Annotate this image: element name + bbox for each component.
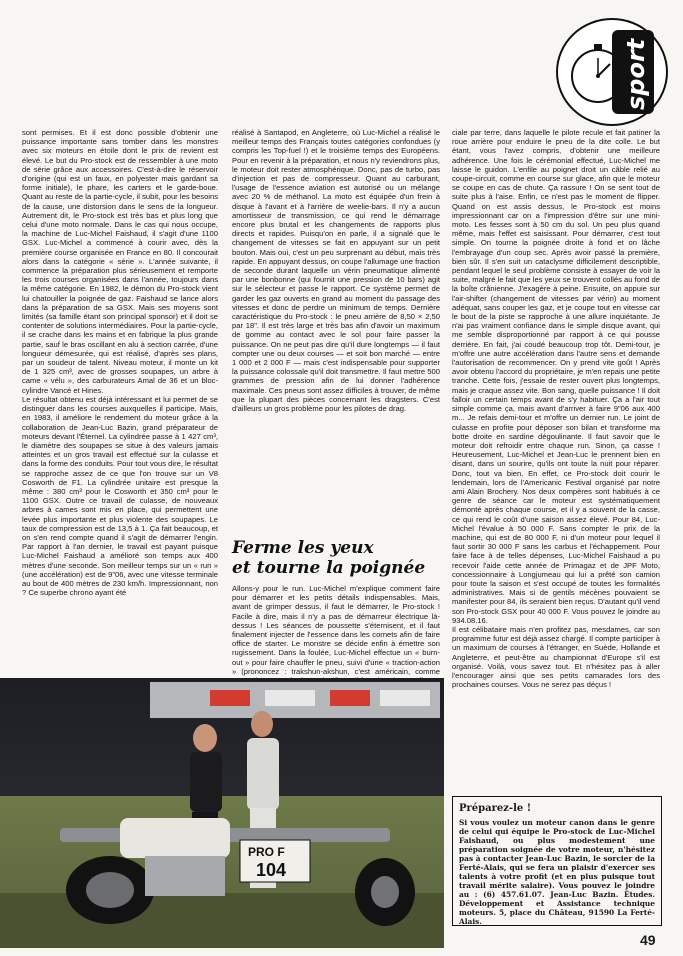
paragraph: Le résultat obtenu est déjà intéressant et lui permet de se distinguer dans les courses auxquelles il participe. Mais, en 1983, il améliore le rendement du moteur grâce à la collaboration de Jean-Luc Bazin, grand préparateur de moteurs devant l'Éternel. La cylindrée passe à 1 427 cm³, le diamètre des soupapes se situe à des valeurs jamais atteintes et un gros travail est effectué sur la culasse et dans la forme des conduits. Pour tout vous dire, le résultat se rapproche assez de ce que l'on trouve sur un V8 Cosworth de F1. La cylindrée unitaire est presque la même : 380 cm³ pour le Cosworth et 350 cm³ pour le 1100 GSX. Outre ce travail de culasse, de nouveaux arbres à cames sont mis en place, qui permettent une levée plus importante et plus violente des soupapes. Le taux de compression est de 13,5 à 1. Ça fait beaucoup, et on s'en rend compte quand il s'agit de démarrer l'engin. Par rapport à l'an dernier, le travail est payant puisque Luc-Michel Faishaud a amélioré son temps aux 400 mètres d'une seconde. Son meilleur temps sur un « run » (une accélération) est de 9"06, avec une vitesse terminale au bout de 400 mètres de 230 km/h. Impressionnant, non ? Ce superbe chrono ayant été <box>22 394 218 598</box>
article-column-3 <box>452 128 660 689</box>
dragster-photo <box>0 678 444 948</box>
plate-number: 104 <box>256 860 287 880</box>
article-column-1 <box>22 128 218 597</box>
paragraph: sont permises. Et il est donc possible d'obtenir une puissance importante sans tomber dans les monstres avec six moteurs en étoile dont le prix de revient est élevé. Le but du Pro-stock est de ressembler à une moto de série grâce aux accessoires. C'est-à-dire le réservoir d'origine (qui est un faux, en polyester mais gardant sa forme initiale), le phare, les carters et le garde-boue. Quant au reste de la partie-cycle, il subit, pour les besoins de la cause, une distorsion dans le sens de la longueur. Autrement dit, le Pro-stock est très bas et plus long que celui d'une moto normale. Dans le cas qui nous occupe, la machine de Luc-Michel Faishaud, il s'agit d'une 1100 GSX. Luc-Michel a commencé à courir avec, dès la première course organisée en France en 80. Il concourait alors dans la catégorie « série ». L'année suivante, il commence la préparation plus sérieusement et remporte les trois courses organisées dans l'année, toujours dans la même catégorie. En 1982, le démon du Pro-stock vient lui chatouiller la poignée de gaz. Faishaud se lance alors dans la préparation de sa GSX. Mais ses moyens sont limités (sa famille étant son principal sponsor) et il doit se contenter de solutions intermédiaires. Pour la partie-cycle, il se crache dans les mains et en fabrique la plus grande partie, sauf le bras oscillant en alu à section carrée, d'une longueur démesurée, qui est réalisé, d'après ses plans, par un soudeur de talent. Niveau moteur, il monte un kit de 1 325 cm³, avec de grosses soupapes, un arbre à came « vélu », des carburateurs Amal de 36 et un bloc-cylindre Vancé et Hines. <box>22 128 218 395</box>
paragraph: ciale par terre, dans laquelle le pilote recule et fait patiner la roue arrière pour enduire le pneu de la dite colle. Le but étant, vous l'avez compris, d'obtenir une meilleure adhérence. Une fois le cérémonial effectué, Luc-Michel me laisse le guidon. L'enfile au poignet droit un câble relié au coupe-circuit, comme en course sur glace, afin que le moteur se coupe en cas de chute. Ça rassure ! On se sent tout de suite plus à l'aise. Enfin, ce n'est pas le moment de flipper. Quand on est assis dessus, le Pro-stock est moins impressionnant car on a l'impression d'être sur une mini-moto. Les fesses sont à 50 cm du sol. Un peu plus quand même, mais l'effet est saisissant. Pour démarrer, c'est tout simple. On tourne la poignée droite à fond et on lâche l'embrayage d'un coup sec. Après avoir passé la première, bien sûr. Il s'en suit un cataclysme difficilement descriptible, pendant lequel le seul problème consiste à essayer de voir la suite, malgré le fait que les yeux se trouvent collés au fond de la boîte crânienne. J'exagère à peine. Ensuite, on appuie sur l'air-shifter (changement de vitesses par vérin) au moment adéquat, sans couper les gaz, et je coupe tout en vitesse car le bout de la piste se rapproche à une allure inquiétante. Je n'ai pas vraiment confiance dans le simple disque avant, qui me semble disproportionné par rapport à ce qui pousse derrière. En fait, j'ai coudé beaucoup trop tôt. Demi-tour, je m'offre une autre accélération dans l'autre sens et demande l'autorisation de recommencer. On y prend vite goût ! Après avoir obtenu l'accord du propriétaire, je m'en repais une petite tranche. Cette fois, j'essaie de rester ouvert plus longtemps, mais je craque assez vite. Bon sang, quelle puissance ! Il doit falloir un certain temps avant de s'y habituer. Ça a l'air tout simple comme ça, mais avant d'arriver à faire 9"06 aux 400 m... Je refais demi-tour et m'offre un dernier run. Le joint de culasse en profite pour déposer son bilan et transforme ma botte droite en sardine dégoulinante. Il faut savoir que le moteur doit refroidir entre chaque run. Sinon, ça casse ! Heureusement, Luc-Michel et Jean-Luc le prennent bien en disant, dans un sourire, qu'ils ont toute la nuit pour réparer. Donc, tout va bien. En effet, ce Pro-stock doit courir le lendemain, lors de l'Americanic Festival organisé par notre ami Alain Brochery. Nos deux compères sont habitués à ce genre de séance car le moteur est systématiquement démonté après chaque course, et il y a souvent de la casse, ce qui rend le coût d'une saison assez élevé. Pour 84, Luc-Michel l'évalue à 50 000 F. Sans compter le prix de la machine, qui est de 80 000 F, ni d'un moteur pour lequel il faut sortir 30 000 F sans les carbus et l'échappement. Pour faire face à de telles dépenses, Luc-Michel Faishaud a pu recevoir l'aide cette année de Primagaz et de JPF Moto, concessionnaire à Longjumeau qui lui a prêté son camion pour toute la saison et s'est occupé de toutes les formalités administratives. Mais si de gentils mécènes pouvaient se manifester pour 84, ils seraient bien reçus. D'autant qu'il vend son Pro-stock GSX pour 40 000 F. Vous pouvez le joindre au 934.08.16. <box>452 128 660 625</box>
info-box-title: Préparez-le ! <box>459 803 532 814</box>
paragraph: réalisé à Santapod, en Angleterre, où Luc-Michel a réalisé le meilleur temps des Français toutes catégories confondues (y compris les Top-fuel !) et le troisième temps des Européens. Pour en revenir à la préparation, et nous n'y reviendrons plus, le moteur doit rester atmosphérique. Donc, pas de turbo, pas d'injection et pas de compresseur. Quant au carburant, l'usage de l'essence aviation est autorisé ou un mélange avec 20 % de méthanol. La moto est équipée d'un frein à disque à l'avant et à l'arrière de weelie-bars. Il n'y a aucun amortisseur de transmission, ce qui rend le démarrage encore plus brutal et les changements de rapports plus directs et rapides. Puisqu'on en parle, il a signalé que le changement de vitesses se fait en appuyant sur un petit bouton. Mais oui, c'est un peu surprenant au début, mais très rapide. En appuyant dessus, on coupe l'allumage une fraction de seconde durant laquelle un vérin pneumatique alimenté par une bonbonne (qui fournit une pression de 10 bars) agit sur le sélecteur et passe le rapport. Ce système permet de garder les gaz ouverts en grand au moment du passage des vitesses et donc de perdre un minimum de temps. Dernière caractéristique du Pro-stock : le pneu arrière de 8,50 × 2,50 par 18". Il est très large et très bas afin d'avoir un maximum de gomme au contact avec le sol pour faire passer la puissance. On ne peut pas dire qu'il dure longtemps — il faut compter une ou deux courses — et soit bon marché — entre 1 000 et 2 000 F — mais c'est indispensable pour supporter la puissance colossale qu'il doit transmettre. Il faut mettre 500 grammes de pression afin de lui donner l'adhérence maximale. Ces pneus sont assez difficiles à trouver, de même que la plupart des pièces concernant les dragsters. C'est d'ailleurs un gros problème pour les pilotes de drag. <box>232 128 440 414</box>
page-number: 49 <box>640 932 656 948</box>
info-box <box>452 796 662 926</box>
heading-line-2: et tourne la poignée <box>232 558 426 578</box>
sport-label: sport <box>622 38 650 110</box>
heading-line-1: Ferme les yeux <box>232 538 374 558</box>
section-heading <box>232 538 440 578</box>
paragraph: Allons-y pour le run. Luc-Michel m'explique comment faire pour démarrer et les petits détails indispensables. Mais, avant de grimper dessus, il faut le démarrer, le Pro-stock ! Facile à dire, mais il n'y a pas de démarreur électrique là-dessus ! Les séances de poussette s'éternisent, et il faut finalement injecter de l'essence dans les cornets afin de faire office de starter. Le monstre se décide enfin à émettre son rugissement. Dans la foulée, Luc-Michel effectue un « burn-out » pour faire chauffer le pneu, suivi d'une « traction-action » (prononcez : trakshun-akshun, c'est américain, comme <box>232 584 440 676</box>
paragraph: Il est célibataire mais n'en profitez pas, mesdames, car son programme futur est déjà assez chargé. Il compte participer à un maximum de courses à l'étranger, en Suède, Hollande et Angleterre, et peut-être au championnat d'Europe s'il est organisé. Voilà, vous savez tout. Et n'hésitez pas à aller l'encourager ainsi que ses petits camarades lors des prochaines courses. Vous ne serez pas déçus ! <box>452 624 660 690</box>
info-box-body: Si vous voulez un moteur canon dans le genre de celui qui équipe le Pro-stock de Luc-Michel Faishaud, ou plus modestement une préparation soignée de votre moteur, n'hésitez pas à contacter Jean-Luc Bazin, le sorcier de la Ferté-Alais, qui se fera un plaisir d'exercer ses talents à votre profit (et en plus puisque tout travail mérite salaire). Vous pouvez le joindre au : (6) 457.61.07. Jean-Luc Bazin. Études. Développement et Assistance technique moteurs. 5, place du Château, 91590 La Ferté-Alais. <box>459 818 655 926</box>
plate-text: PRO F <box>248 845 285 859</box>
article-column-2 <box>232 128 440 413</box>
